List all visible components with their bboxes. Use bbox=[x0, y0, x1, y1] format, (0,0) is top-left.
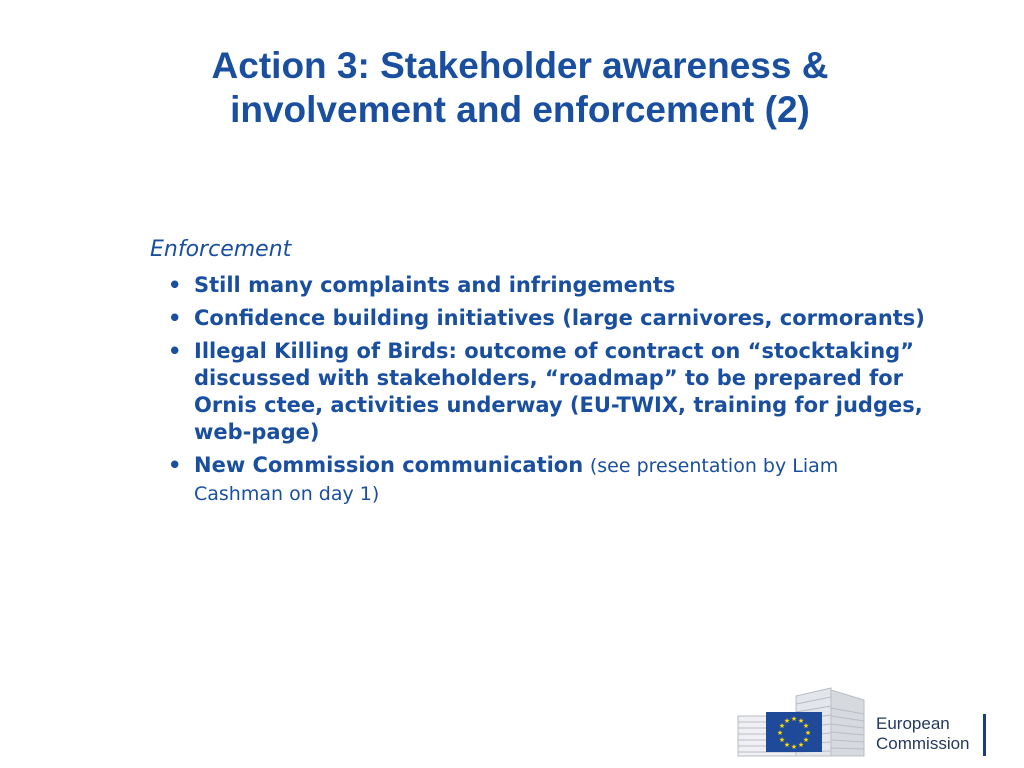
svg-text:★: ★ bbox=[790, 743, 798, 751]
svg-text:★: ★ bbox=[790, 715, 798, 723]
bullet-item-1 bbox=[150, 272, 930, 299]
svg-text:★: ★ bbox=[804, 729, 812, 737]
bullet-dot: • bbox=[168, 453, 182, 477]
svg-text:★: ★ bbox=[802, 736, 810, 744]
svg-text:★: ★ bbox=[783, 741, 791, 749]
bullet-dot: • bbox=[168, 339, 182, 363]
slide-title bbox=[160, 44, 880, 132]
logo-wordmark bbox=[876, 714, 970, 754]
slide-title-line-1: Action 3: Stakeholder awareness & bbox=[211, 45, 829, 86]
logo-text-line-1: European bbox=[876, 714, 950, 733]
bullet-item-2 bbox=[150, 305, 930, 332]
bullet-text-bold: New Commission communication bbox=[194, 453, 584, 477]
european-commission-logo bbox=[736, 686, 996, 758]
slide-content bbox=[150, 234, 930, 514]
bullet-dot: • bbox=[168, 306, 182, 330]
bullet-text-normal: (see presentation by Liam Cashman on day 1) bbox=[194, 455, 839, 505]
slide-title-line-2: involvement and enforcement (2) bbox=[230, 89, 810, 130]
bullet-item-4 bbox=[150, 452, 930, 508]
bullet-list bbox=[150, 272, 930, 508]
logo-text-line-2: Commission bbox=[876, 734, 970, 753]
eu-flag-building-icon bbox=[736, 686, 866, 758]
svg-text:★: ★ bbox=[778, 722, 786, 730]
svg-text:★: ★ bbox=[783, 717, 791, 725]
svg-text:★: ★ bbox=[797, 741, 805, 749]
svg-text:★: ★ bbox=[776, 729, 784, 737]
bullet-item-3 bbox=[150, 338, 930, 446]
bullet-dot: • bbox=[168, 273, 182, 297]
svg-text:★: ★ bbox=[802, 722, 810, 730]
section-heading: Enforcement bbox=[150, 237, 292, 262]
svg-text:★: ★ bbox=[797, 717, 805, 725]
bullet-text: Confidence building initiatives (large carnivores, cormorants) bbox=[194, 306, 925, 330]
bullet-text: Still many complaints and infringements bbox=[194, 273, 676, 297]
svg-text:★: ★ bbox=[778, 736, 786, 744]
logo-divider bbox=[983, 714, 986, 756]
bullet-text: Illegal Killing of Birds: outcome of contract on “stocktaking” discussed with stakeholders, “roadmap” to be prepared for Ornis ctee, activities underway (EU-TWIX, training for judges, web-page) bbox=[194, 339, 923, 444]
